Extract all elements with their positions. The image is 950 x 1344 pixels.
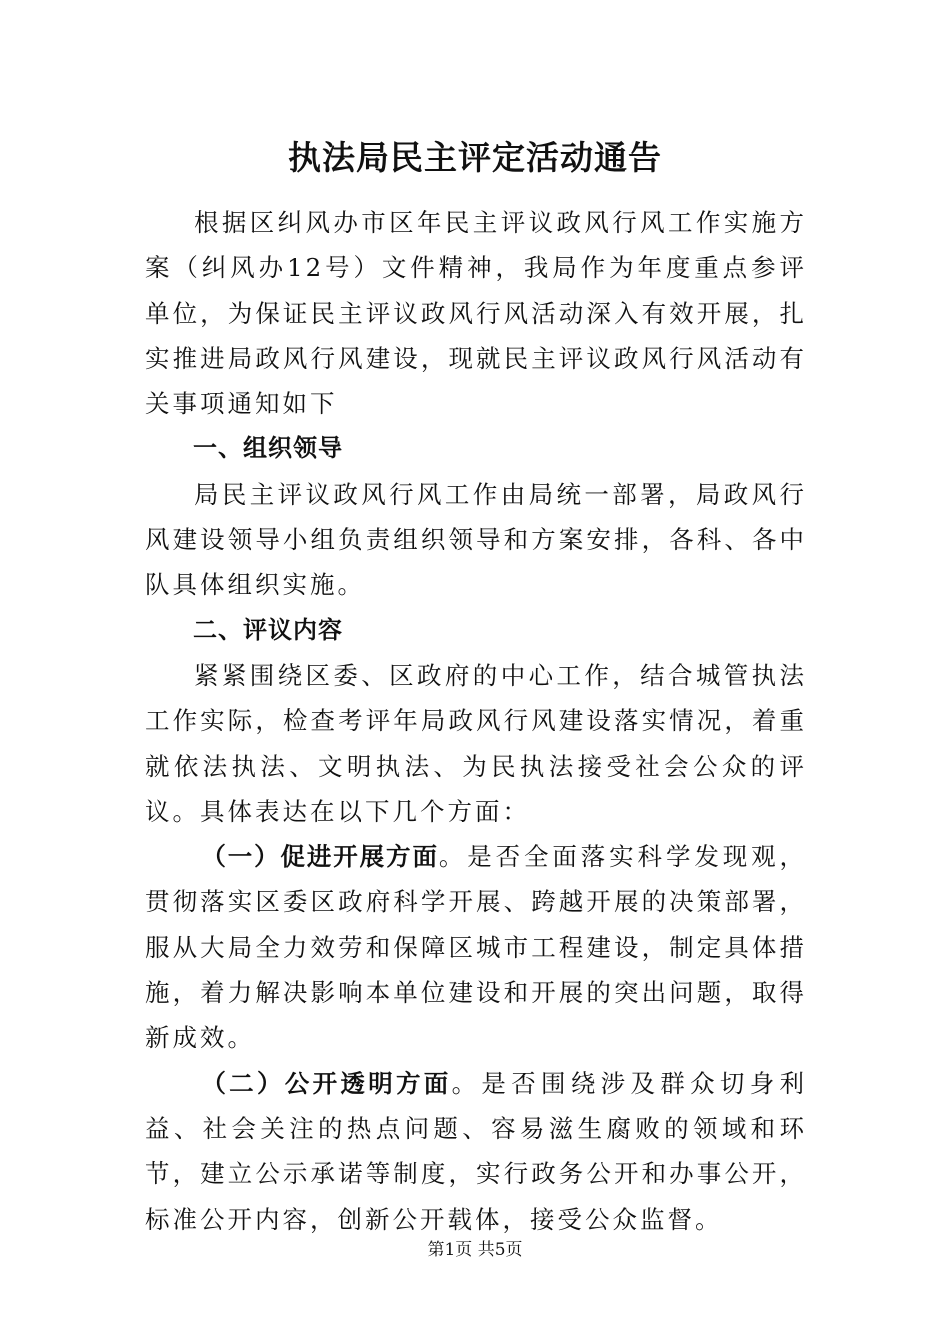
organization-paragraph: 局民主评议政风行风工作由局统一部署，局政风行风建设领导小组负责组织领导和方案安排，各科、各中队具体组织实施。 — [145, 479, 807, 600]
item-lead-transparency: （二）公开透明方面 — [201, 1068, 452, 1098]
document-body — [145, 200, 807, 1242]
document-title: 执法局民主评定活动通告 — [288, 138, 662, 177]
section-heading-organization: 一、组织领导 — [193, 434, 343, 463]
item-text-transparency: 。是否围绕涉及群众切身利益、社会关注的热点问题、容易滋生腐败的领域和环节，建立公示承诺等制度，实行政务公开和办事公开，标准公开内容，创新公开载体，接受公众监督。 — [145, 1068, 808, 1234]
intro-paragraph: 根据区纠风办市区年民主评议政风行风工作实施方案（纠风办12号）文件精神，我局作为年度重点参评单位，为保证民主评议政风行风活动深入有效开展，扎实推进局政风行风建设，现就民主评议政风行风活动有关事项通知如下 — [145, 208, 807, 419]
page-number-footer: 第1页 共5页 — [427, 1240, 523, 1260]
item-paragraph-transparency — [145, 1061, 807, 1242]
item-paragraph-development — [145, 834, 807, 1060]
item-text-development: 。是否全面落实科学发现观，贯彻落实区委区政府科学开展、跨越开展的决策部署，服从大局全力效劳和保障区城市工程建设，制定具体措施，着力解决影响本单位建设和开展的突出问题，取得新成效。 — [145, 842, 808, 1053]
content-paragraph: 紧紧围绕区委、区政府的中心工作，结合城管执法工作实际，检查考评年局政风行风建设落实情况，着重就依法执法、文明执法、为民执法接受社会公众的评议。具体表达在以下几个方面： — [145, 660, 807, 826]
section-heading-content: 二、评议内容 — [193, 615, 343, 644]
item-lead-development: （一）促进开展方面 — [201, 842, 439, 872]
